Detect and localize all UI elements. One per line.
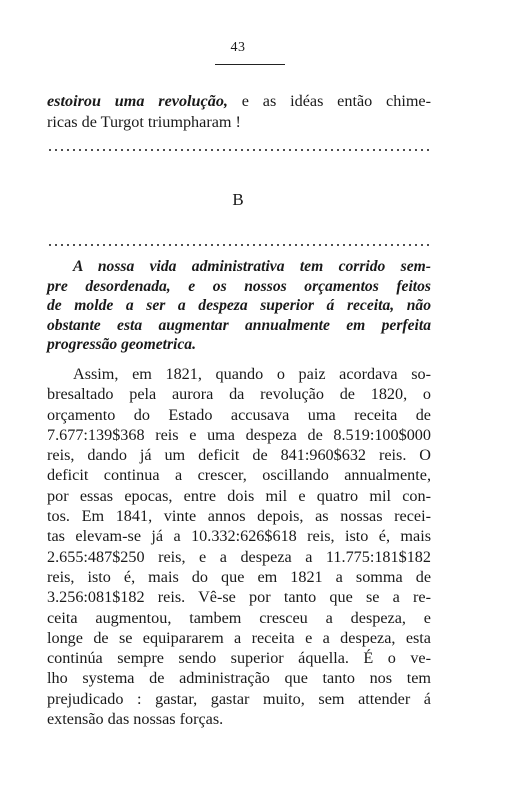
- body-line: Assim, em 1821, quando o paiz acordava so-: [73, 365, 431, 383]
- intro-text: ricas de Turgot triumpharam !: [47, 113, 241, 132]
- body-line: 3.256:081$182 reis. Vê-se por tanto que se a re-: [47, 588, 431, 607]
- body-paragraph: [47, 364, 431, 729]
- body-line: tas elevam-se já a 10.332:626$618 reis, isto é, mais: [47, 527, 431, 546]
- body-line: lho systema de administração que tanto nos tem: [47, 669, 431, 688]
- summary-line: pre desordenada, e os nossos orçamentos feitos: [47, 277, 431, 295]
- page-number: 43: [230, 40, 246, 55]
- body-line: deficit continua a crescer, oscillando annualmente,: [47, 466, 431, 485]
- body-line: continúa sempre sendo superior áquella. É o ve-: [47, 649, 431, 668]
- intro-line: [47, 91, 431, 112]
- intro-line: [47, 112, 431, 133]
- body-line: 2.655:487$250 reis, e a despeza a 11.775:181$182: [47, 547, 431, 566]
- intro-text: e as idéas então chime-: [227, 92, 431, 110]
- body-line: 7.677:139$368 reis e uma despeza de 8.519:100$000: [47, 425, 431, 444]
- summary-line: progressão geometrica.: [47, 336, 196, 354]
- header-rule: [215, 64, 285, 65]
- body-line: reis, dando já um deficit de 841:960$632 reis. O: [47, 446, 431, 465]
- intro-paragraph: [47, 91, 431, 134]
- body-line: bresaltado pela aurora da revolução de 1820, o: [47, 385, 431, 404]
- body-line: longe de se equipararem a receita e a despeza, esta: [47, 628, 431, 647]
- section-summary: [47, 257, 431, 355]
- section-heading: B: [232, 190, 244, 209]
- summary-line: obstante esta augmentar annualmente em perfeita: [47, 316, 431, 334]
- body-line: prejudicado : gastar, gastar muito, sem attender á: [47, 689, 431, 708]
- body-line: reis, isto é, mais do que em 1821 a somma de: [47, 567, 431, 586]
- body-line: orçamento do Estado accusava uma receita de: [47, 405, 431, 424]
- dotted-separator: [47, 148, 431, 152]
- body-line: por essas epocas, entre dois mil e quatro mil con-: [47, 486, 431, 505]
- summary-line: A nossa vida administrativa tem corrido sem-: [73, 258, 431, 275]
- body-line: tos. Em 1841, vinte annos depois, as nossas recei-: [47, 507, 431, 526]
- body-line: ceita augmentou, tambem cresceu a despeza, e: [47, 608, 431, 627]
- body-line: extensão das nossas forças.: [47, 710, 224, 729]
- dotted-separator: [47, 243, 431, 247]
- summary-line: de molde a ser a despeza superior á receita, não: [47, 297, 431, 315]
- intro-italic: estoirou uma revolução,: [47, 92, 228, 110]
